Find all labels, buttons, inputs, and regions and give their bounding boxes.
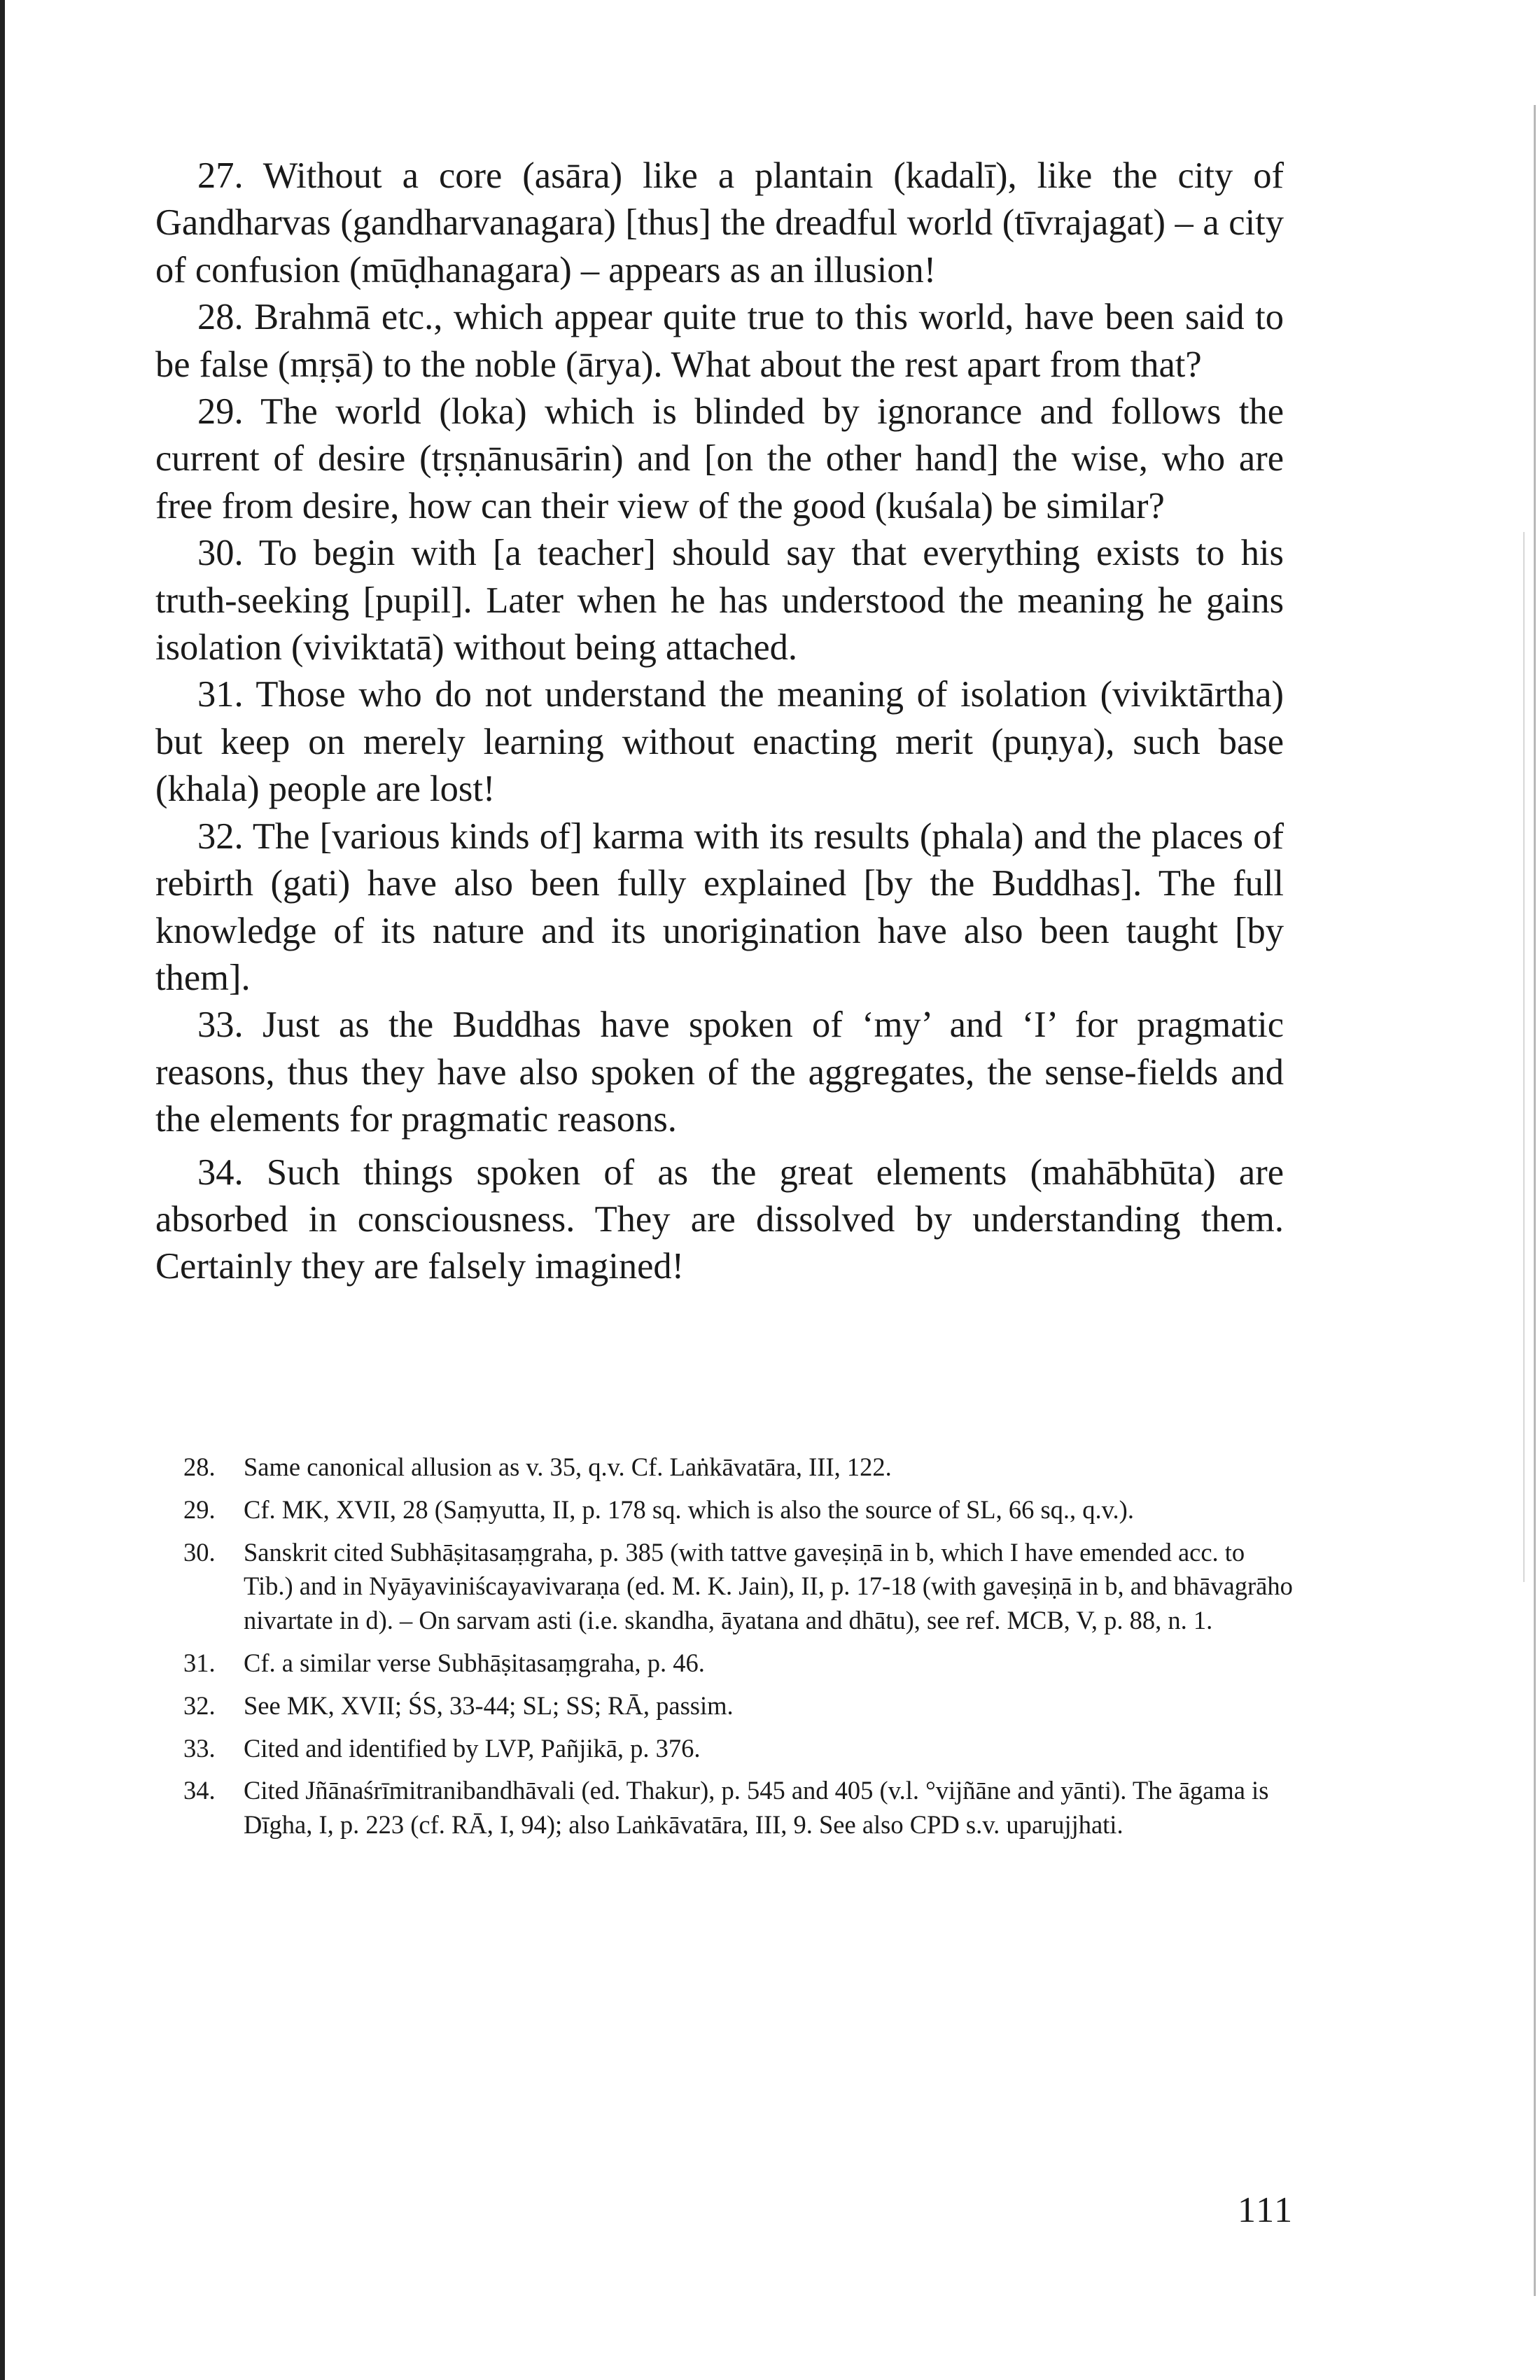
verse-number: 29. <box>197 391 244 433</box>
footnote-number: 30. <box>183 1537 216 1567</box>
footnote-30 <box>183 1536 1298 1638</box>
verse-33 <box>155 1002 1284 1143</box>
footnote-text: Cited Jñānaśrīmitranibandhāvali (ed. Thakur), p. 545 and 405 (v.l. °vijñāne and yānti). The āgama is Dīgha, I, p. 223 (cf. RĀ, I, 94); also Laṅkāvatāra, III, 9. See also CPD s.v. uparujjhati. <box>244 1776 1269 1840</box>
footnote-number: 31. <box>183 1648 216 1677</box>
verse-number: 27. <box>197 155 244 196</box>
page-number: 111 <box>1238 2190 1294 2230</box>
verse-text: Brahmā etc., which appear quite true to this world, have been said to be false (mṛṣā) to the noble (ārya). What about the rest apart from that? <box>155 297 1284 385</box>
footnote-number: 32. <box>183 1690 216 1720</box>
footnote-text: Sanskrit cited Subhāṣitasaṃgraha, p. 385 (with tattve gaveṣiṇā in b, which I have emended acc. to Tib.) and in Nyāyaviniścayavivaraṇa (ed. M. K. Jain), II, p. 17-18 (with gaveṣiṇā in b, and bhāvagrāho nivartate in d). – On sarvam asti (i.e. skandha, āyatana and dhātu), see ref. MCB, V, p. 88, n. 1. <box>244 1537 1293 1635</box>
verse-28 <box>155 294 1284 388</box>
footnotes <box>183 1450 1298 1851</box>
scan-edge-left <box>0 0 5 2380</box>
footnote-number: 28. <box>183 1452 216 1481</box>
verse-text: Those who do not understand the meaning of isolation (viviktārtha) but keep on merely learning without enacting merit (puṇya), such base (khala) people are lost! <box>155 674 1284 810</box>
verse-29 <box>155 388 1284 530</box>
footnote-33 <box>183 1732 1298 1766</box>
verse-number: 34. <box>197 1152 244 1193</box>
verse-30 <box>155 530 1284 671</box>
verse-number: 28. <box>197 297 244 338</box>
verse-32 <box>155 813 1284 1002</box>
scan-edge-right <box>1534 105 1536 2296</box>
verse-number: 33. <box>197 1004 244 1046</box>
verse-27 <box>155 153 1284 294</box>
footnote-text: Cf. MK, XVII, 28 (Saṃyutta, II, p. 178 sq. which is also the source of SL, 66 sq., q.v.). <box>244 1494 1134 1524</box>
footnote-text: Cited and identified by LVP, Pañjikā, p. 376. <box>244 1733 701 1763</box>
footnote-31 <box>183 1646 1298 1681</box>
verse-text: Such things spoken of as the great elements (mahābhūta) are absorbed in consciousness. They are dissolved by understanding them. Certainly they are falsely imagined! <box>155 1152 1284 1287</box>
verse-number: 32. <box>197 816 244 857</box>
verse-text: The [various kinds of] karma with its results (phala) and the places of rebirth (gati) have also been fully explained [by the Buddhas]. The full knowledge of its nature and its unorigination have also been taught [by them]. <box>155 816 1284 998</box>
footnote-number: 29. <box>183 1494 216 1524</box>
footnote-32 <box>183 1689 1298 1723</box>
footnote-number: 34. <box>183 1776 216 1805</box>
verse-number: 31. <box>197 674 244 715</box>
scan-edge-right-inner <box>1523 532 1525 1582</box>
footnote-28 <box>183 1450 1298 1485</box>
verse-text: Just as the Buddhas have spoken of ‘my’ and ‘I’ for pragmatic reasons, thus they have also spoken of the aggregates, the sense-fields and the elements for pragmatic reasons. <box>155 1004 1284 1140</box>
footnote-34 <box>183 1774 1298 1842</box>
verse-list <box>155 153 1284 1291</box>
verse-31 <box>155 671 1284 813</box>
footnote-number: 33. <box>183 1733 216 1763</box>
verse-text: To begin with [a teacher] should say that everything exists to his truth-seeking [pupil]. Later when he has understood the meaning he gains isolation (viviktatā) without being attached. <box>155 533 1284 668</box>
footnote-text: Cf. a similar verse Subhāṣitasaṃgraha, p. 46. <box>244 1648 705 1677</box>
verse-34 <box>155 1149 1284 1291</box>
verse-number: 30. <box>197 533 244 574</box>
verse-text: Without a core (asāra) like a plantain (kadalī), like the city of Gandharvas (gandharvanagara) [thus] the dreadful world (tīvrajagat) – a city of confusion (mūḍhanagara) – appears as an illusion! <box>155 155 1284 290</box>
verse-text: The world (loka) which is blinded by ignorance and follows the current of desire (tṛṣṇānusārin) and [on the other hand] the wise, who are free from desire, how can their view of the good (kuśala) be similar? <box>155 391 1284 526</box>
footnote-text: See MK, XVII; ŚS, 33-44; SL; SS; RĀ, passim. <box>244 1690 734 1720</box>
footnote-29 <box>183 1493 1298 1527</box>
footnote-text: Same canonical allusion as v. 35, q.v. Cf. Laṅkāvatāra, III, 122. <box>244 1452 892 1481</box>
